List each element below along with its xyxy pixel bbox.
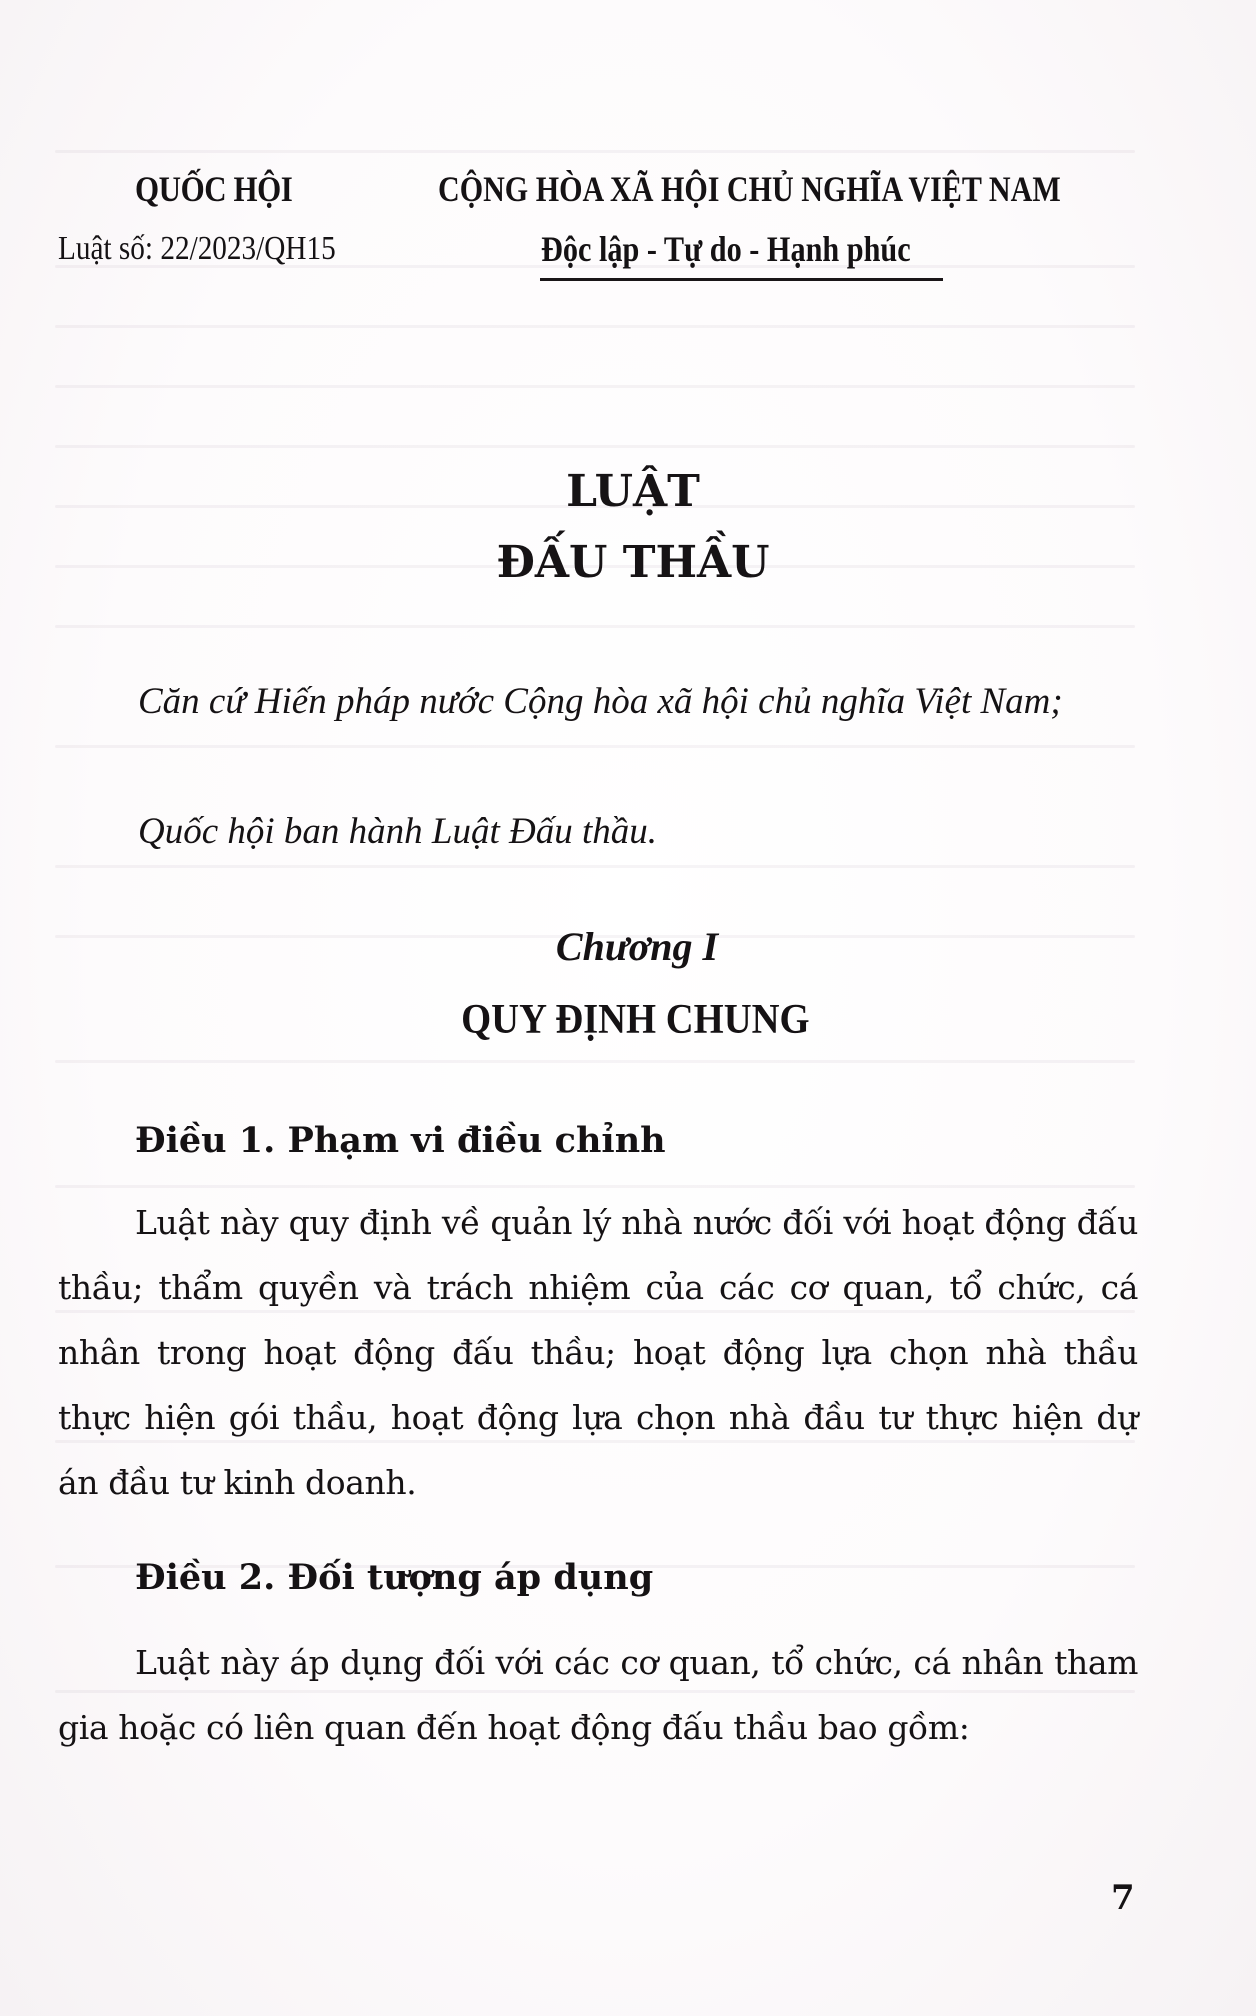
preamble-enactment-text: Quốc hội ban hành Luật Đấu thầu.	[138, 811, 658, 852]
article-2-text: Luật này áp dụng đối với các cơ quan, tổ chức, cá nhân tham gia hoặc có liên quan đến hoạt động đấu thầu bao gồm:	[58, 1643, 1138, 1747]
article-1-text: Luật này quy định về quản lý nhà nước đối với hoạt động đấu thầu; thẩm quyền và trách nhiệm của các cơ quan, tổ chức, cá nhân trong hoạt động đấu thầu; hoạt động lựa chọn nhà thầu thực hiện gói thầu, hoạt động lựa chọn nhà đầu tư thực hiện dự án đầu tư kinh doanh.	[58, 1203, 1138, 1502]
article-2-heading: Điều 2. Đối tượng áp dụng	[135, 1557, 654, 1598]
national-motto: Độc lập - Tự do - Hạnh phúc	[541, 229, 911, 269]
issuing-agency: QUỐC HỘI	[135, 169, 293, 209]
republic-name: CỘNG HÒA XÃ HỘI CHỦ NGHĨA VIỆT NAM	[438, 169, 1061, 209]
motto-underline	[540, 278, 943, 281]
article-2-body	[58, 1630, 1138, 1760]
article-1-heading: Điều 1. Phạm vi điều chỉnh	[135, 1120, 666, 1161]
page-number: 7	[1111, 1878, 1135, 1918]
document-name-title: ĐẤU THẦU	[496, 537, 770, 588]
chapter-label: Chương I	[555, 924, 719, 969]
preamble-legal-basis	[58, 670, 1138, 734]
chapter-title: QUY ĐỊNH CHUNG	[461, 997, 810, 1043]
document-type-title: LUẬT	[566, 466, 700, 517]
preamble-basis-text: Căn cứ Hiến pháp nước Cộng hòa xã hội chủ nghĩa Việt Nam;	[138, 681, 1063, 722]
preamble-enactment	[58, 800, 1138, 864]
law-number: Luật số: 22/2023/QH15	[58, 230, 336, 267]
article-1-body	[58, 1190, 1138, 1515]
